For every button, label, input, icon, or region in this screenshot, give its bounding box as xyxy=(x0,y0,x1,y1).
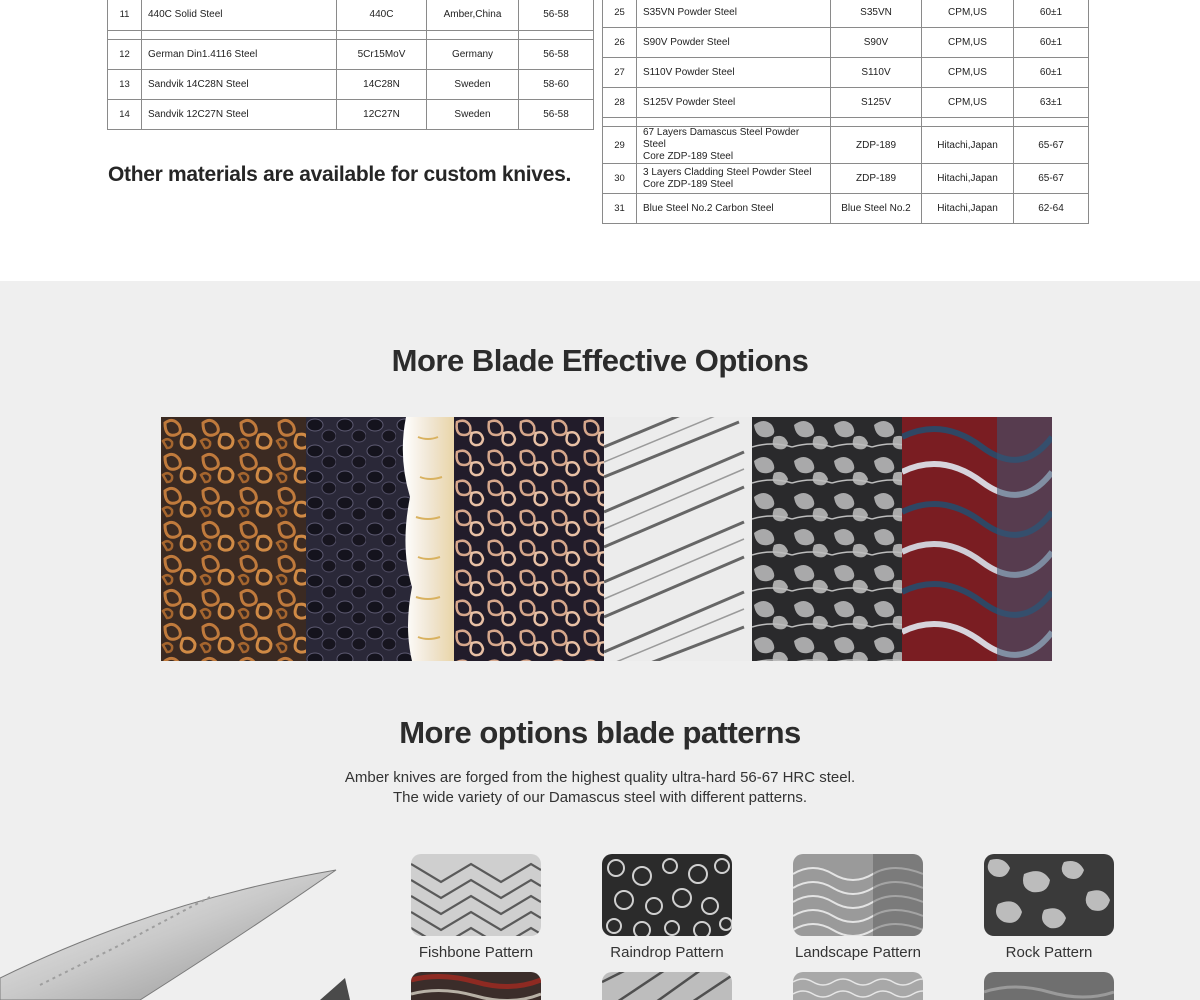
steel-name: Sandvik 12C27N Steel xyxy=(142,100,337,130)
row-number: 11 xyxy=(108,0,142,31)
steel-origin: Hitachi,Japan xyxy=(922,127,1014,164)
steel-hrc: 56-58 xyxy=(519,0,594,31)
pattern-tile-row2[interactable] xyxy=(411,972,541,1000)
swatch-black-white-damascus xyxy=(752,417,902,661)
table-row xyxy=(603,127,1089,164)
steel-grade: S110V xyxy=(831,58,922,88)
steel-grade: S125V xyxy=(831,88,922,118)
pattern-tile-row2[interactable] xyxy=(984,972,1114,1000)
pattern-label: Raindrop Pattern xyxy=(610,944,724,961)
steel-grade: 12C27N xyxy=(337,100,427,130)
steel-origin: Germany xyxy=(427,40,519,70)
steel-hrc: 60±1 xyxy=(1014,0,1089,28)
steel-hrc: 58-60 xyxy=(519,70,594,100)
steel-origin: Amber,China xyxy=(427,0,519,31)
pattern-tile-rock[interactable] xyxy=(984,854,1114,961)
steel-name: S35VN Powder Steel xyxy=(637,0,831,28)
blade-finish-banner xyxy=(161,417,1052,661)
ladder-swatch xyxy=(602,972,732,1000)
patterns-heading: More options blade patterns xyxy=(399,715,801,750)
steel-hrc: 60±1 xyxy=(1014,28,1089,58)
row-number: 28 xyxy=(603,88,637,118)
steel-origin: Sweden xyxy=(427,100,519,130)
steel-name-line2: Core ZDP-189 Steel xyxy=(643,151,734,162)
steel-name: S110V Powder Steel xyxy=(637,58,831,88)
table-row xyxy=(108,0,594,31)
spec-section xyxy=(0,0,1200,281)
steel-grade: ZDP-189 xyxy=(831,127,922,164)
row-number: 12 xyxy=(108,40,142,70)
steel-origin: CPM,US xyxy=(922,58,1014,88)
intro-line-1: Amber knives are forged from the highest quality ultra-hard 56-67 HRC steel. xyxy=(344,769,856,786)
steel-name: 440C Solid Steel xyxy=(142,0,337,31)
row-number: 26 xyxy=(603,28,637,58)
table-row xyxy=(603,0,1089,28)
row-number: 13 xyxy=(108,70,142,100)
steel-grade: Blue Steel No.2 xyxy=(831,194,922,224)
patterns-intro xyxy=(0,768,1200,808)
steel-name: S125V Powder Steel xyxy=(637,88,831,118)
row-number: 30 xyxy=(603,164,637,194)
rock-swatch xyxy=(984,854,1114,936)
steel-hrc: 62-64 xyxy=(1014,194,1089,224)
steel-origin: Hitachi,Japan xyxy=(922,164,1014,194)
table-row xyxy=(603,88,1089,118)
steel-name xyxy=(637,127,831,164)
steel-grade: ZDP-189 xyxy=(831,164,922,194)
steel-origin: CPM,US xyxy=(922,88,1014,118)
red-damascus-swatch xyxy=(411,972,541,1000)
table-row xyxy=(603,194,1089,224)
raindrop-swatch xyxy=(602,854,732,936)
steel-name-line1: 3 Layers Cladding Steel Powder Steel xyxy=(643,166,812,178)
steel-name: S90V Powder Steel xyxy=(637,28,831,58)
table-spacer-row xyxy=(108,31,594,40)
steel-hrc: 56-58 xyxy=(519,40,594,70)
pattern-label: Rock Pattern xyxy=(1005,944,1093,961)
pattern-tile-row2[interactable] xyxy=(793,972,923,1000)
steel-grade: 14C28N xyxy=(337,70,427,100)
swatch-black-pebble xyxy=(306,417,454,661)
row-number: 29 xyxy=(603,127,637,164)
steel-name: Blue Steel No.2 Carbon Steel xyxy=(637,194,831,224)
table-row xyxy=(603,58,1089,88)
table-row xyxy=(603,164,1089,194)
swatch-copper-leopard xyxy=(161,417,306,661)
table-row xyxy=(108,100,594,130)
steel-name xyxy=(637,164,831,194)
pattern-tile-landscape[interactable] xyxy=(793,854,923,961)
steel-grade: 440C xyxy=(337,0,427,31)
row-number: 31 xyxy=(603,194,637,224)
steel-hrc: 60±1 xyxy=(1014,58,1089,88)
effective-options-heading: More Blade Effective Options xyxy=(391,343,809,378)
steel-origin: Hitachi,Japan xyxy=(922,194,1014,224)
swatch-red-blue-stripe xyxy=(902,417,1052,661)
steel-spec-table-right xyxy=(602,0,1089,224)
pattern-tile-row2[interactable] xyxy=(602,972,732,1000)
steel-origin: CPM,US xyxy=(922,0,1014,28)
swatch-white-feather xyxy=(604,417,752,661)
steel-hrc: 63±1 xyxy=(1014,88,1089,118)
steel-grade: S90V xyxy=(831,28,922,58)
steel-name-line1: 67 Layers Damascus Steel Powder Steel xyxy=(643,127,800,150)
row-number: 27 xyxy=(603,58,637,88)
landscape-swatch xyxy=(793,854,923,936)
steel-name: Sandvik 14C28N Steel xyxy=(142,70,337,100)
table-row xyxy=(108,70,594,100)
steel-hrc: 65-67 xyxy=(1014,164,1089,194)
swatch-rose-gold-damascus xyxy=(454,417,604,661)
table-spacer-row xyxy=(603,118,1089,127)
steel-spec-table-left xyxy=(107,0,594,130)
table-row xyxy=(603,28,1089,58)
row-number: 25 xyxy=(603,0,637,28)
fishbone-swatch xyxy=(411,854,541,936)
steel-name-line2: Core ZDP-189 Steel xyxy=(643,178,734,190)
steel-hrc: 65-67 xyxy=(1014,127,1089,164)
steel-name: German Din1.4116 Steel xyxy=(142,40,337,70)
knife-illustration xyxy=(0,860,360,1000)
intro-line-2: The wide variety of our Damascus steel with different patterns. xyxy=(392,789,808,806)
pattern-tile-fishbone[interactable] xyxy=(411,854,541,961)
gray-swatch xyxy=(984,972,1114,1000)
wave-swatch xyxy=(793,972,923,1000)
table-row xyxy=(108,40,594,70)
steel-origin: Sweden xyxy=(427,70,519,100)
steel-hrc: 56-58 xyxy=(519,100,594,130)
steel-origin: CPM,US xyxy=(922,28,1014,58)
pattern-label: Fishbone Pattern xyxy=(418,944,534,961)
steel-grade: S35VN xyxy=(831,0,922,28)
row-number: 14 xyxy=(108,100,142,130)
pattern-label: Landscape Pattern xyxy=(795,944,921,961)
pattern-tile-raindrop[interactable] xyxy=(602,854,732,961)
steel-grade: 5Cr15MoV xyxy=(337,40,427,70)
other-materials-note: Other materials are available for custom knives. xyxy=(108,163,571,186)
